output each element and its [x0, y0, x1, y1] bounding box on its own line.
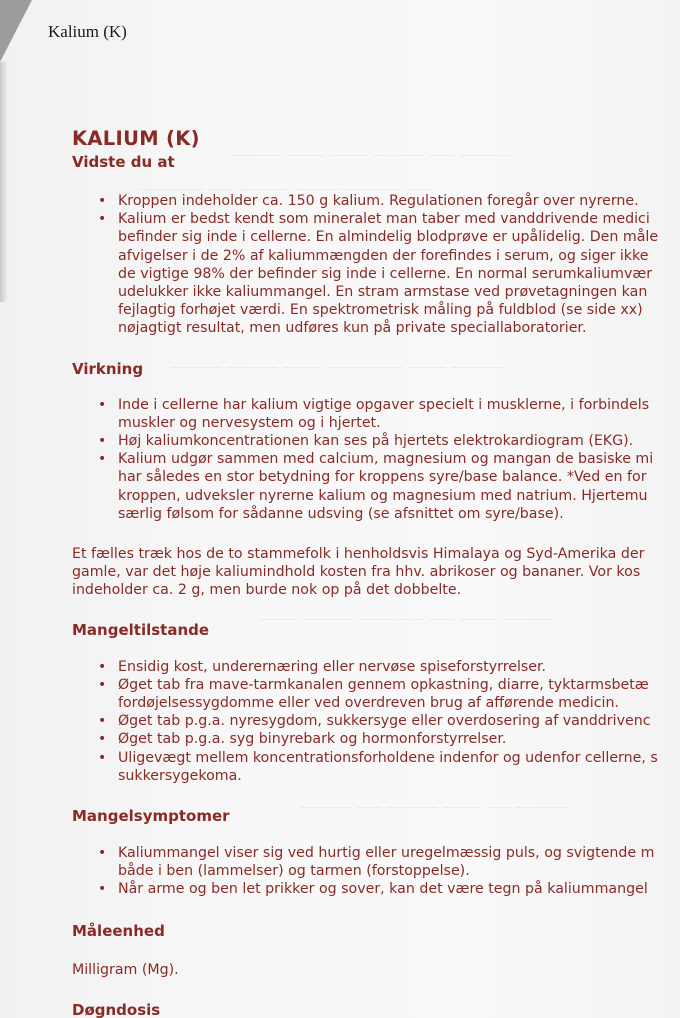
page-header-label: Kalium (K) — [48, 22, 127, 41]
paragraph-line: indeholder ca. 2 g, men burde nok op på det dobbelte. — [72, 582, 462, 599]
show-through-text: ———— —— ———— ——— —— ———— — [300, 800, 568, 815]
list-item — [98, 192, 680, 210]
bullet-icon: • — [98, 676, 107, 693]
mangeltilstande-list — [72, 658, 680, 785]
list-item — [98, 730, 680, 748]
list-item — [98, 749, 680, 785]
section-heading-mangelsymptomer: Mangelsymptomer — [72, 807, 230, 826]
show-through-text: ———— ——— ——— ———— —— ———— — [230, 148, 511, 163]
body-paragraph — [72, 545, 680, 600]
maaleenhed-text: Milligram (Mg). — [72, 961, 179, 978]
folded-page-corner — [0, 0, 32, 62]
list-item-line: Øget tab p.g.a. nyresygdom, sukkersyge eller overdosering af vanddrivenc — [118, 713, 651, 730]
list-item-line: Inde i cellerne har kalium vigtige opgaver specielt i musklerne, i forbindels — [118, 396, 650, 413]
paragraph-line: gamle, var det høje kaliumindhold kosten fra hhv. abrikoser og bananer. Vor kos — [72, 564, 641, 581]
paragraph-line: Et fælles træk hos de to stammefolk i henholdsvis Himalaya og Syd-Amerika der — [72, 546, 645, 563]
section-heading-mangeltilstande: Mangeltilstande — [72, 620, 210, 639]
bullet-icon: • — [98, 881, 107, 898]
show-through-text: ——— ———— ————— —— ——— ———— — [260, 612, 554, 627]
list-item-line: afvigelser i de 2% af kaliummængden der forefindes i serum, og siger ikke — [118, 247, 649, 264]
list-item — [98, 658, 680, 676]
bullet-icon: • — [98, 396, 107, 413]
list-item-line: Høj kaliumkoncentrationen kan ses på hjertets elektrokardiogram (EKG). — [118, 433, 634, 450]
list-item-line: udelukker ikke kaliummangel. En stram armstase ved prøvetagningen kan — [118, 284, 648, 301]
list-item — [98, 676, 680, 712]
list-item-line: muskler og nervesystem og i hjertet. — [118, 414, 381, 431]
list-item — [98, 844, 680, 880]
list-item-line: de vigtige 98% der befinder sig inde i cellerne. En normal serumkaliumvær — [118, 265, 653, 282]
list-item — [98, 396, 680, 432]
list-item-line: fejlagtig forhøjet værdi. En spektrometrisk måling på fuldblod (se side xx) — [118, 302, 643, 319]
show-through-text: ———— ———— ——— —————— ——— ———— — [170, 360, 503, 375]
bullet-icon: • — [98, 451, 107, 468]
list-item — [98, 450, 680, 523]
bullet-icon: • — [98, 713, 107, 730]
document-title: KALIUM (K) — [72, 127, 200, 150]
list-item-line: Kalium udgør sammen med calcium, magnesium og mangan de basiske mi — [118, 451, 654, 468]
bullet-icon: • — [98, 731, 107, 748]
list-item-line: kroppen, udveksler nyrerne kalium og magnesium med natrium. Hjertemu — [118, 487, 648, 504]
list-item — [98, 210, 680, 337]
mangelsymptomer-list — [72, 844, 680, 899]
bullet-icon: • — [98, 211, 107, 228]
section-heading-vidste: Vidste du at — [72, 153, 175, 171]
section-heading-doegndosis: Døgndosis — [72, 1000, 161, 1018]
list-item-line: Øget tab fra mave-tarmkanalen gennem opkastning, diarre, tyktarmsbetæ — [118, 676, 649, 693]
list-item — [98, 712, 680, 730]
list-item-line: sukkersygekoma. — [118, 767, 242, 784]
list-item-line: Kaliummangel viser sig ved hurtig eller uregelmæssig puls, og svigtende m — [118, 845, 655, 862]
vidste-list — [72, 192, 680, 338]
bullet-icon: • — [98, 433, 107, 450]
section-heading-maaleenhed: Måleenhed — [72, 921, 165, 940]
document-body — [72, 126, 680, 1018]
list-item-line: Når arme og ben let prikker og sover, kan det være tegn på kaliummangel — [118, 881, 648, 898]
virkning-list — [72, 396, 680, 523]
list-item-line: Øget tab p.g.a. syg binyrebark og hormonforstyrrelser. — [118, 731, 507, 748]
bullet-icon: • — [98, 845, 107, 862]
list-item-line: Uligevægt mellem koncentrationsforholdene indenfor og udenfor cellerne, s — [118, 749, 658, 766]
list-item-line: særlig følsom for sådanne udsving (se afsnittet om syre/base). — [118, 505, 564, 522]
list-item-line: fordøjelsessygdomme eller ved overdreven brug af afførende medicin. — [118, 695, 619, 712]
list-item — [98, 880, 680, 898]
bullet-icon: • — [98, 658, 107, 675]
show-through-text: ————— —— ———— ——— ————— —— — [140, 182, 434, 197]
list-item-line: nøjagtigt resultat, men udføres kun på private speciallaboratorier. — [118, 320, 587, 337]
list-item-line: Kalium er bedst kendt som mineralet man taber med vanddrivende medici — [118, 211, 650, 228]
list-item — [98, 432, 680, 450]
section-heading-virkning: Virkning — [72, 359, 144, 378]
list-item-line: befinder sig inde i cellerne. En almindelig blodprøve er upålidelig. Den måle — [118, 229, 659, 246]
list-item-line: både i ben (lammelser) og tarmen (forstoppelse). — [118, 863, 470, 880]
page-shadow-edge — [0, 62, 8, 302]
bullet-icon: • — [98, 749, 107, 766]
list-item-line: Ensidig kost, underernæring eller nervøse spiseforstyrrelser. — [118, 658, 547, 675]
bullet-icon: • — [98, 193, 107, 209]
list-item-line: har således en stor betydning for kroppens syre/base balance. *Ved en for — [118, 469, 647, 486]
list-item-line: Kroppen indeholder ca. 150 g kalium. Regulationen foregår over nyrerne. — [118, 193, 639, 209]
